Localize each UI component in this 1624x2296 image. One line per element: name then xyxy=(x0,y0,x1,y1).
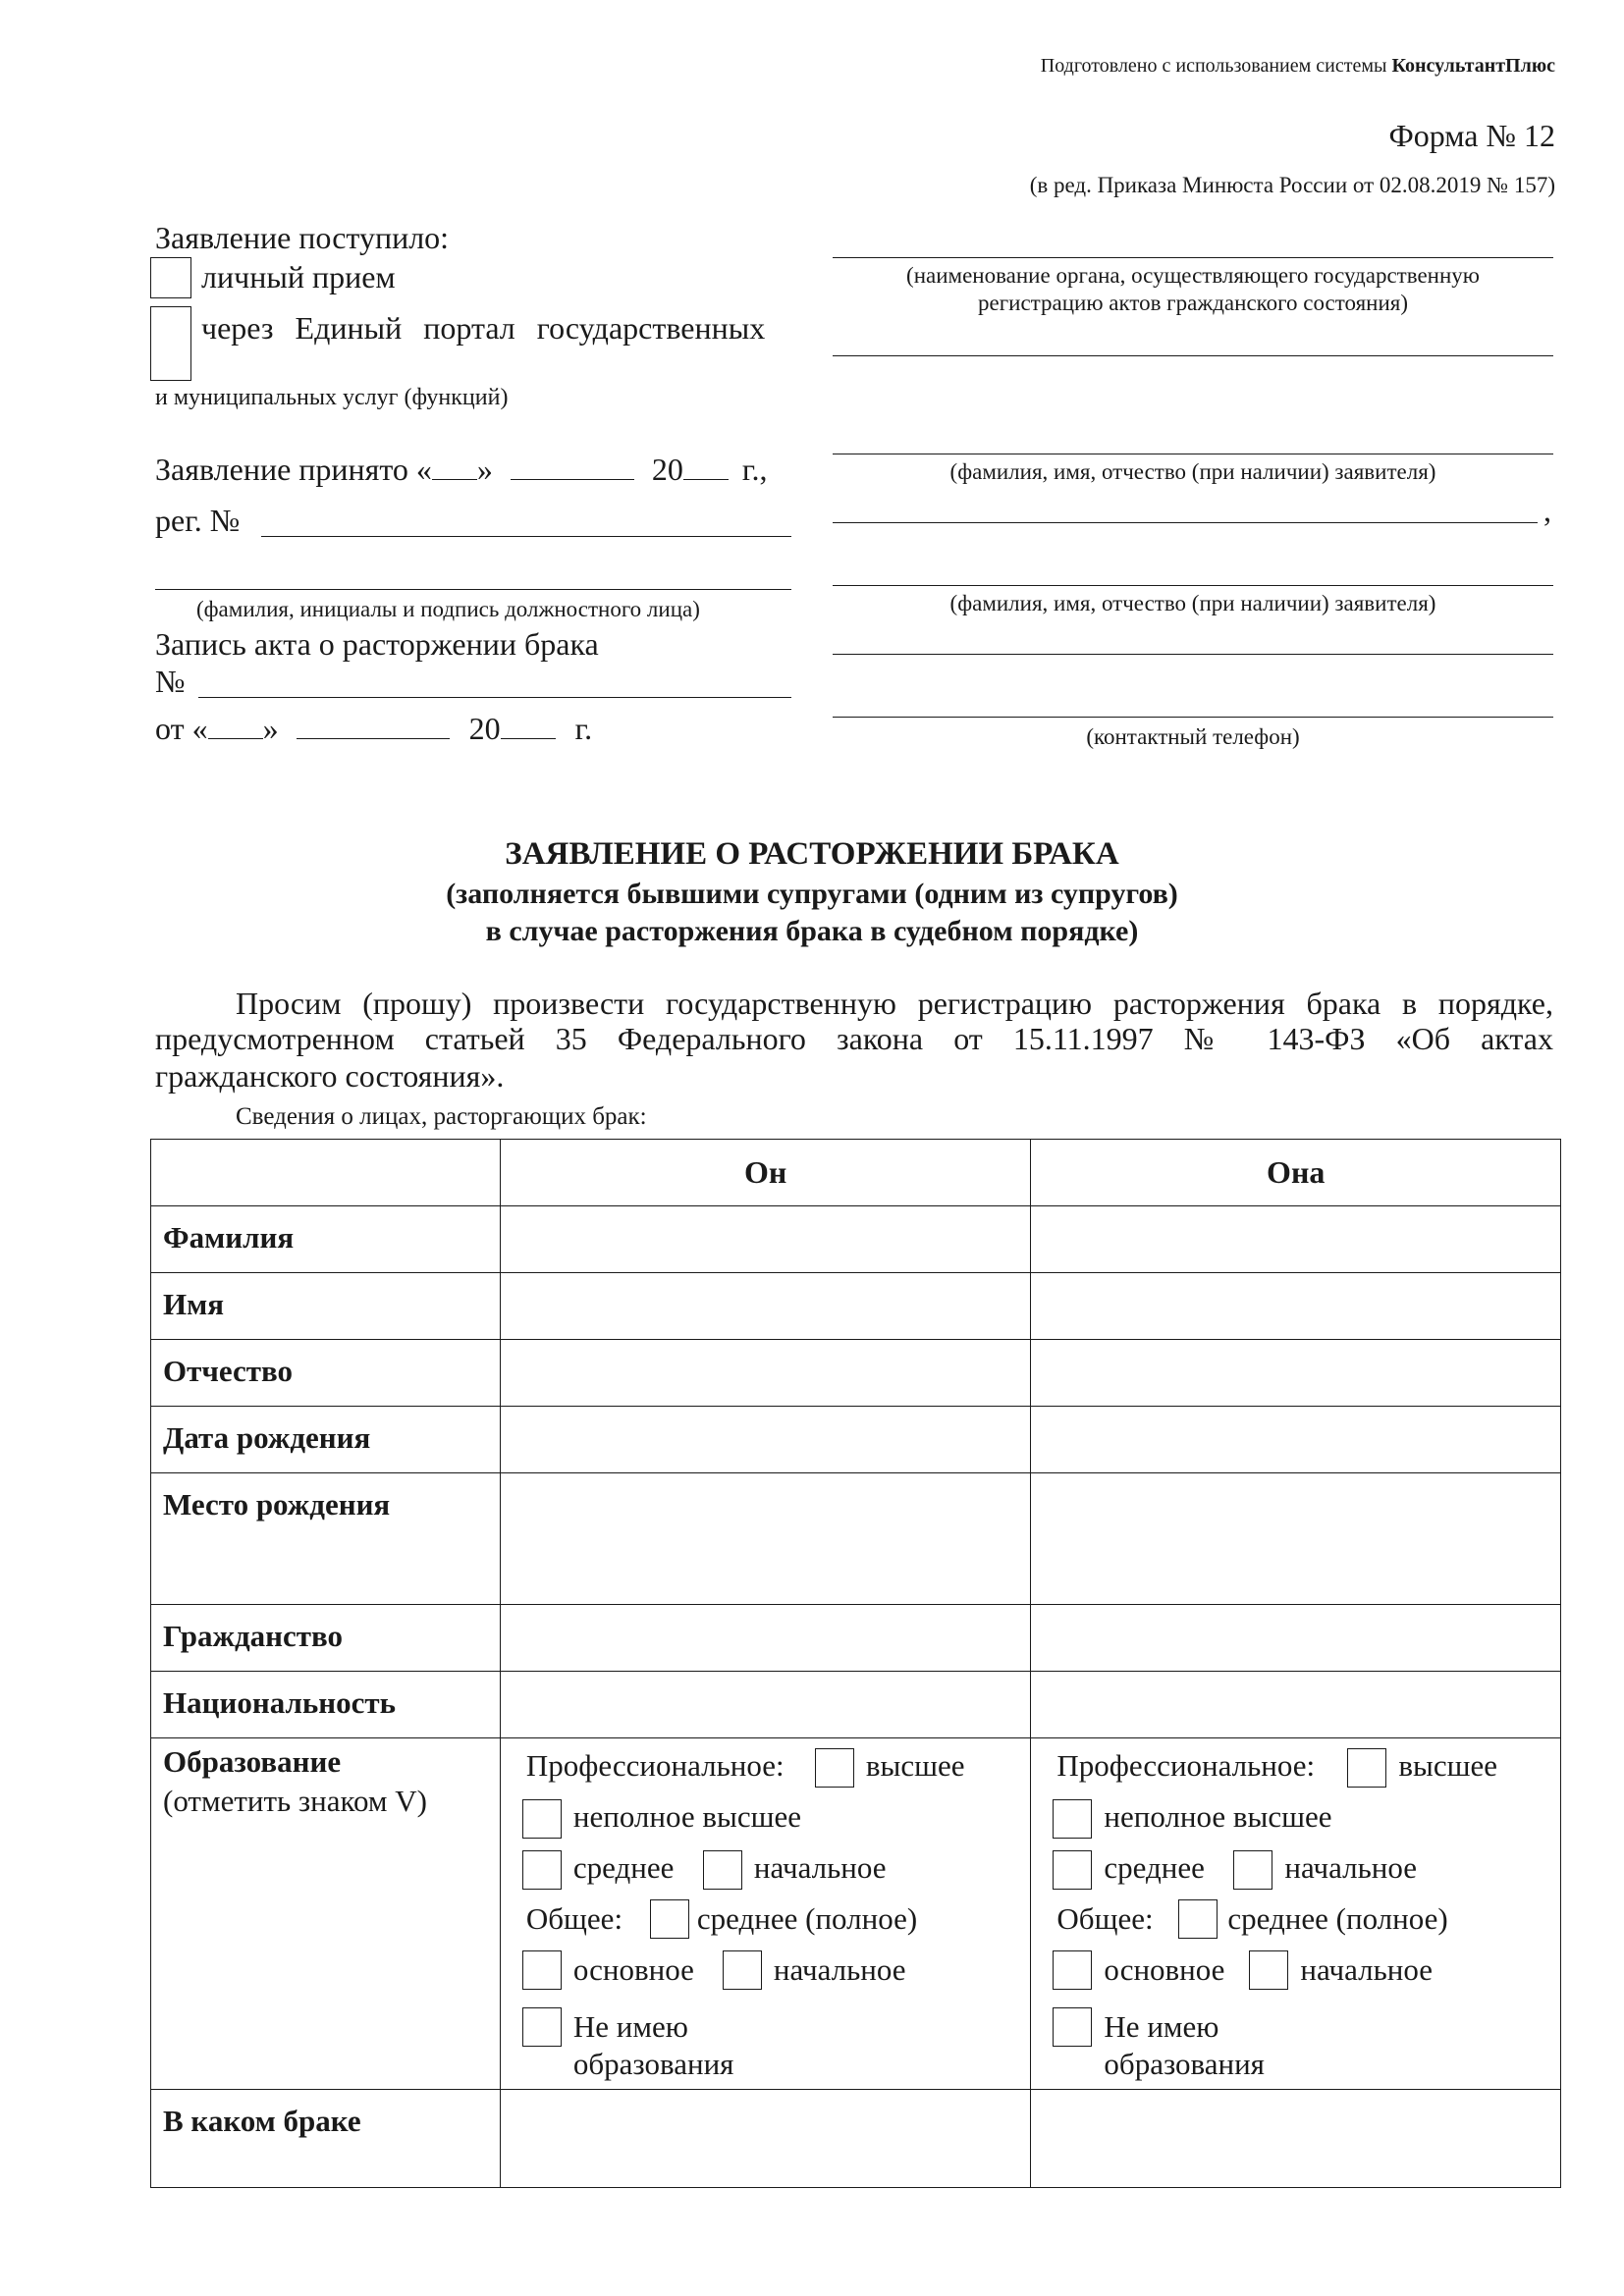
she-nationality-cell[interactable] xyxy=(1031,1672,1561,1738)
education-hint: (отметить знаком V) xyxy=(163,1784,427,1818)
row-label-patronymic: Отчество xyxy=(151,1340,501,1407)
request-text-line3: гражданского состояния». xyxy=(155,1058,505,1094)
she-secondary-checkbox[interactable] xyxy=(1053,1850,1092,1890)
he-no-education-checkbox[interactable] xyxy=(522,2007,562,2047)
official-caption: (фамилия, инициалы и подпись должностного лица) xyxy=(196,597,700,621)
he-secondary-checkbox[interactable] xyxy=(522,1850,562,1890)
he-basic-checkbox[interactable] xyxy=(522,1950,562,1990)
reg-no-field[interactable] xyxy=(261,536,791,537)
column-she: Она xyxy=(1031,1140,1561,1206)
table-row xyxy=(151,1605,1561,1672)
portal-label-line2: и муниципальных услуг (функций) xyxy=(155,385,509,410)
table-row xyxy=(151,1340,1561,1407)
table-row xyxy=(151,1206,1561,1273)
document-title: ЗАЯВЛЕНИЕ О РАСТОРЖЕНИИ БРАКА xyxy=(505,836,1119,872)
she-education-cell xyxy=(1031,1738,1561,2090)
phone-field[interactable] xyxy=(833,717,1553,718)
table-row xyxy=(151,1407,1561,1473)
she-birth-date-cell[interactable] xyxy=(1031,1407,1561,1473)
education-label-cell xyxy=(151,1738,501,2090)
she-basic-checkbox[interactable] xyxy=(1053,1950,1092,1990)
act-date-prefix: от « xyxy=(155,711,208,746)
he-citizenship-cell[interactable] xyxy=(500,1605,1031,1672)
row-label-birth-date: Дата рождения xyxy=(151,1407,501,1473)
table-row xyxy=(151,1672,1561,1738)
she-secondary-full-checkbox[interactable] xyxy=(1178,1899,1218,1939)
received-label: Заявление поступило: xyxy=(155,220,450,255)
she-marriage-cell[interactable] xyxy=(1031,2090,1561,2188)
she-birth-place-cell[interactable] xyxy=(1031,1473,1561,1605)
he-general-label: Общее: xyxy=(525,1901,623,1936)
he-no-education-label-line1: Не имею xyxy=(572,2009,688,2044)
she-secondary-label: среднее xyxy=(1104,1850,1205,1885)
authority-caption-line1: (наименование органа, осуществляющего государственную xyxy=(906,263,1480,288)
table-row xyxy=(151,1273,1561,1340)
she-general-primary-label: начальное xyxy=(1300,1952,1433,1987)
she-general-label: Общее: xyxy=(1056,1901,1154,1936)
document-subtitle-line1: (заполняется бывшими супругами (одним из супругов) xyxy=(446,878,1178,910)
row-label-education: Образование xyxy=(163,1744,342,1779)
she-higher-label: высшее xyxy=(1398,1748,1498,1783)
phone-caption: (контактный телефон) xyxy=(1086,724,1300,749)
he-no-education-label-line2: образования xyxy=(572,2047,734,2081)
accepted-day-field[interactable] xyxy=(432,450,477,480)
he-primary-checkbox[interactable] xyxy=(703,1850,742,1890)
authority-field-line2[interactable] xyxy=(833,355,1553,356)
applicant2-caption: (фамилия, имя, отчество (при наличии) заявителя) xyxy=(949,591,1436,615)
she-patronymic-cell[interactable] xyxy=(1031,1340,1561,1407)
portal-checkbox[interactable] xyxy=(150,306,191,381)
she-incomplete-higher-checkbox[interactable] xyxy=(1053,1799,1092,1839)
he-secondary-label: среднее xyxy=(572,1850,675,1885)
row-label-birth-place: Место рождения xyxy=(151,1473,501,1605)
she-no-education-checkbox[interactable] xyxy=(1053,2007,1092,2047)
he-name-cell[interactable] xyxy=(500,1273,1031,1340)
he-secondary-full-checkbox[interactable] xyxy=(650,1899,689,1939)
form-number: Форма № 12 xyxy=(1388,118,1555,153)
row-label-name: Имя xyxy=(151,1273,501,1340)
she-basic-label: основное xyxy=(1104,1952,1225,1987)
act-month-field[interactable] xyxy=(297,709,450,739)
applicant1-field-line2[interactable] xyxy=(833,522,1538,523)
act-year-prefix: 20 xyxy=(468,711,501,746)
row-label-nationality: Национальность xyxy=(151,1672,501,1738)
prepared-brand: КонсультантПлюс xyxy=(1391,55,1555,77)
column-he: Он xyxy=(500,1140,1031,1206)
act-day-field[interactable] xyxy=(208,709,263,739)
she-primary-label: начальное xyxy=(1284,1850,1417,1885)
persons-intro: Сведения о лицах, расторгающих брак: xyxy=(236,1103,647,1130)
she-incomplete-higher-label: неполное высшее xyxy=(1104,1799,1332,1834)
applicant2-field-line2[interactable] xyxy=(833,654,1553,655)
she-surname-cell[interactable] xyxy=(1031,1206,1561,1273)
personal-visit-label: личный прием xyxy=(201,259,396,294)
she-professional-label: Профессиональное: xyxy=(1056,1748,1316,1783)
he-basic-label: основное xyxy=(572,1952,694,1987)
she-no-education-label-line1: Не имею xyxy=(1104,2009,1219,2044)
he-general-primary-label: начальное xyxy=(773,1952,906,1987)
she-name-cell[interactable] xyxy=(1031,1273,1561,1340)
act-year-field[interactable] xyxy=(501,709,556,739)
table-header-row xyxy=(151,1140,1561,1206)
she-higher-checkbox[interactable] xyxy=(1347,1748,1386,1788)
applicant1-caption: (фамилия, имя, отчество (при наличии) заявителя) xyxy=(949,459,1436,484)
accepted-year-prefix: 20 xyxy=(651,452,683,487)
request-text-line1: Просим (прошу) произвести государственную регистрацию расторжения брака в порядке, xyxy=(236,986,1553,1021)
persons-table xyxy=(150,1139,1561,2188)
document-subtitle-line2: в случае расторжения брака в судебном порядке) xyxy=(485,915,1139,947)
header-empty-cell xyxy=(151,1140,501,1206)
request-text-line2: предусмотренном статьей 35 Федерального закона от 15.11.1997 № 143-ФЗ «Об актах xyxy=(155,1021,1553,1056)
he-incomplete-higher-checkbox[interactable] xyxy=(522,1799,562,1839)
act-record-label: Запись акта о расторжении брака xyxy=(155,626,599,662)
act-year-suffix: г. xyxy=(574,711,593,746)
row-label-citizenship: Гражданство xyxy=(151,1605,501,1672)
applicant-comma: , xyxy=(1543,493,1551,528)
authority-caption-line2: регистрацию актов гражданского состояния) xyxy=(978,291,1408,315)
reg-no-label: рег. № xyxy=(155,503,241,538)
prepared-prefix: Подготовлено с использованием системы xyxy=(1040,55,1392,77)
applicant2-field[interactable] xyxy=(833,585,1553,586)
portal-label-line1: через Единый портал государственных xyxy=(201,310,766,346)
he-birth-place-cell[interactable] xyxy=(500,1473,1031,1605)
he-incomplete-higher-label: неполное высшее xyxy=(572,1799,801,1834)
accepted-prefix: Заявление принято « xyxy=(155,452,432,487)
accepted-year-suffix: г., xyxy=(741,452,768,487)
he-higher-label: высшее xyxy=(865,1748,965,1783)
she-general-primary-checkbox[interactable] xyxy=(1249,1950,1288,1990)
she-no-education-label-line2: образования xyxy=(1104,2047,1265,2081)
act-no-field[interactable] xyxy=(198,697,791,698)
she-citizenship-cell[interactable] xyxy=(1031,1605,1561,1672)
he-marriage-cell[interactable] xyxy=(500,2090,1031,2188)
he-higher-checkbox[interactable] xyxy=(815,1748,854,1788)
he-secondary-full-label: среднее (полное) xyxy=(696,1901,918,1936)
he-general-primary-checkbox[interactable] xyxy=(723,1950,762,1990)
he-birth-date-cell[interactable] xyxy=(500,1407,1031,1473)
accepted-month-field[interactable] xyxy=(511,450,634,480)
she-primary-checkbox[interactable] xyxy=(1233,1850,1272,1890)
table-row xyxy=(151,2090,1561,2188)
he-primary-label: начальное xyxy=(753,1850,887,1885)
he-nationality-cell[interactable] xyxy=(500,1672,1031,1738)
edition-note: (в ред. Приказа Минюста России от 02.08.2019 № 157) xyxy=(1029,173,1555,197)
she-secondary-full-label: среднее (полное) xyxy=(1227,1901,1448,1936)
official-signature-field[interactable] xyxy=(155,589,791,590)
he-patronymic-cell[interactable] xyxy=(500,1340,1031,1407)
table-row xyxy=(151,1473,1561,1605)
accepted-line xyxy=(155,450,767,488)
act-date-quote: » xyxy=(262,711,279,746)
prepared-note xyxy=(1041,55,1555,78)
he-surname-cell[interactable] xyxy=(500,1206,1031,1273)
act-no-label: № xyxy=(155,664,186,699)
table-row xyxy=(151,1738,1561,2090)
act-date-line xyxy=(155,709,592,747)
personal-visit-checkbox[interactable] xyxy=(150,257,191,298)
he-professional-label: Профессиональное: xyxy=(525,1748,785,1783)
row-label-surname: Фамилия xyxy=(151,1206,501,1273)
he-education-cell xyxy=(500,1738,1031,2090)
accepted-quote: » xyxy=(476,452,493,487)
accepted-year-field[interactable] xyxy=(683,450,729,480)
authority-field[interactable] xyxy=(833,257,1553,258)
row-label-marriage: В каком браке xyxy=(151,2090,501,2188)
